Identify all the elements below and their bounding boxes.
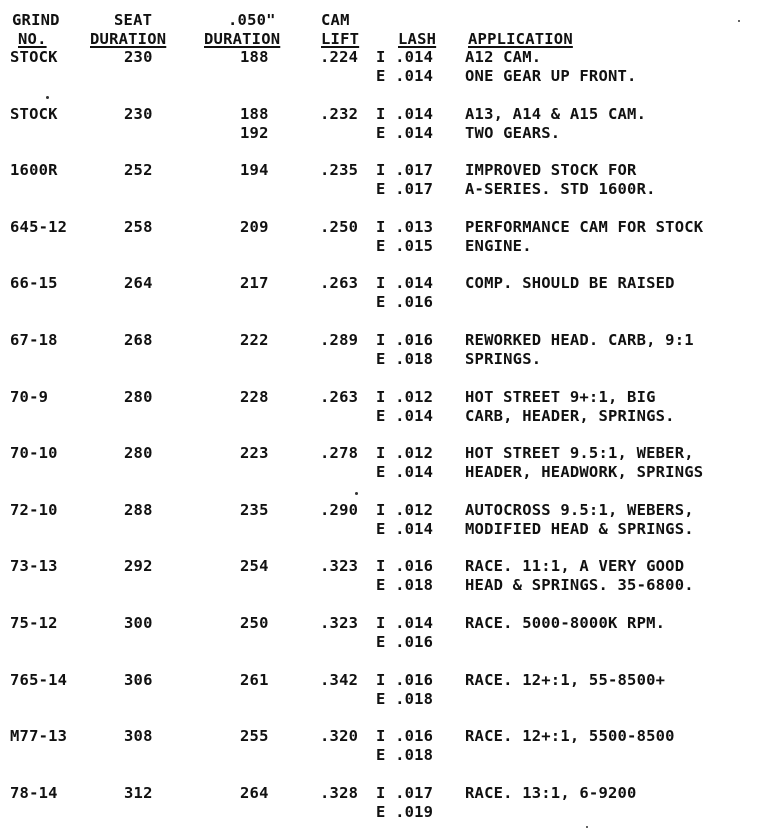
application-text: RACE. 12+:1, 55-8500+	[465, 671, 666, 689]
lash-exhaust: E .017	[376, 180, 434, 198]
application-text: MODIFIED HEAD & SPRINGS.	[465, 520, 694, 538]
header-seat-line2: DURATION	[90, 30, 167, 48]
scan-speck	[46, 96, 49, 99]
application-text: IMPROVED STOCK FOR	[465, 161, 637, 179]
grind-number: 73-13	[10, 557, 58, 575]
cam-lift: .263	[320, 388, 359, 406]
duration-050: 223	[240, 444, 269, 462]
lash-intake: I .016	[376, 331, 434, 349]
seat-duration: 306	[124, 671, 153, 689]
header-lash: LASH	[398, 30, 437, 48]
lash-exhaust: E .014	[376, 463, 434, 481]
application-text: CARB, HEADER, SPRINGS.	[465, 407, 675, 425]
header-lift-line1: CAM	[321, 11, 350, 29]
header-grind-line2: NO.	[18, 30, 47, 48]
cam-lift: .263	[320, 274, 359, 292]
grind-number: 70-9	[10, 388, 49, 406]
lash-exhaust: E .014	[376, 407, 434, 425]
seat-duration: 308	[124, 727, 153, 745]
application-text: HOT STREET 9+:1, BIG	[465, 388, 656, 406]
scan-speck	[738, 20, 740, 22]
grind-number: M77-13	[10, 727, 68, 745]
application-text: RACE. 5000-8000K RPM.	[465, 614, 666, 632]
application-text: ONE GEAR UP FRONT.	[465, 67, 637, 85]
lash-exhaust: E .014	[376, 520, 434, 538]
cam-lift: .235	[320, 161, 359, 179]
duration-050: 228	[240, 388, 269, 406]
application-text: PERFORMANCE CAM FOR STOCK	[465, 218, 704, 236]
application-text: HEAD & SPRINGS. 35-6800.	[465, 576, 694, 594]
lash-exhaust: E .015	[376, 237, 434, 255]
lash-intake: I .016	[376, 671, 434, 689]
lash-exhaust: E .018	[376, 350, 434, 368]
cam-lift: .289	[320, 331, 359, 349]
lash-exhaust: E .014	[376, 67, 434, 85]
grind-number: 72-10	[10, 501, 58, 519]
cam-lift: .328	[320, 784, 359, 802]
seat-duration: 300	[124, 614, 153, 632]
duration-050: 188	[240, 105, 269, 123]
application-text: RACE. 12+:1, 5500-8500	[465, 727, 675, 745]
cam-lift: .320	[320, 727, 359, 745]
cam-lift: .278	[320, 444, 359, 462]
duration-050: 255	[240, 727, 269, 745]
grind-number: STOCK	[10, 48, 58, 66]
seat-duration: 288	[124, 501, 153, 519]
lash-intake: I .012	[376, 388, 434, 406]
scan-speck	[355, 492, 358, 495]
cam-lift: .250	[320, 218, 359, 236]
grind-number: STOCK	[10, 105, 58, 123]
duration-050: 209	[240, 218, 269, 236]
lash-intake: I .014	[376, 614, 434, 632]
header-grind-line1: GRIND	[12, 11, 60, 29]
duration-050: 264	[240, 784, 269, 802]
duration-050: 235	[240, 501, 269, 519]
duration-050: 192	[240, 124, 269, 142]
lash-exhaust: E .018	[376, 746, 434, 764]
application-text: RACE. 11:1, A VERY GOOD	[465, 557, 685, 575]
lash-exhaust: E .018	[376, 690, 434, 708]
lash-intake: I .017	[376, 161, 434, 179]
cam-lift: .232	[320, 105, 359, 123]
seat-duration: 264	[124, 274, 153, 292]
lash-exhaust: E .018	[376, 576, 434, 594]
duration-050: 188	[240, 48, 269, 66]
header-seat-line1: SEAT	[114, 11, 153, 29]
header-application: APPLICATION	[468, 30, 573, 48]
lash-intake: I .017	[376, 784, 434, 802]
seat-duration: 292	[124, 557, 153, 575]
application-text: SPRINGS.	[465, 350, 542, 368]
grind-number: 1600R	[10, 161, 58, 179]
duration-050: 254	[240, 557, 269, 575]
grind-number: 66-15	[10, 274, 58, 292]
seat-duration: 230	[124, 48, 153, 66]
seat-duration: 230	[124, 105, 153, 123]
duration-050: 261	[240, 671, 269, 689]
cam-lift: .323	[320, 557, 359, 575]
seat-duration: 312	[124, 784, 153, 802]
lash-intake: I .016	[376, 557, 434, 575]
lash-intake: I .012	[376, 444, 434, 462]
application-text: RACE. 13:1, 6-9200	[465, 784, 637, 802]
application-text: AUTOCROSS 9.5:1, WEBERS,	[465, 501, 694, 519]
header-dur050-line2: DURATION	[204, 30, 281, 48]
application-text: REWORKED HEAD. CARB, 9:1	[465, 331, 694, 349]
duration-050: 217	[240, 274, 269, 292]
application-text: TWO GEARS.	[465, 124, 561, 142]
grind-number: 67-18	[10, 331, 58, 349]
grind-number: 78-14	[10, 784, 58, 802]
application-text: A12 CAM.	[465, 48, 542, 66]
lash-intake: I .014	[376, 105, 434, 123]
seat-duration: 280	[124, 388, 153, 406]
grind-number: 765-14	[10, 671, 68, 689]
lash-exhaust: E .016	[376, 293, 434, 311]
seat-duration: 280	[124, 444, 153, 462]
application-text: A13, A14 & A15 CAM.	[465, 105, 647, 123]
seat-duration: 258	[124, 218, 153, 236]
cam-lift: .323	[320, 614, 359, 632]
cam-lift: .290	[320, 501, 359, 519]
cam-lift: .342	[320, 671, 359, 689]
seat-duration: 268	[124, 331, 153, 349]
lash-intake: I .014	[376, 48, 434, 66]
header-lift-line2: LIFT	[321, 30, 360, 48]
scan-speck	[586, 826, 588, 828]
seat-duration: 252	[124, 161, 153, 179]
application-text: COMP. SHOULD BE RAISED	[465, 274, 675, 292]
lash-exhaust: E .014	[376, 124, 434, 142]
lash-intake: I .016	[376, 727, 434, 745]
grind-number: 70-10	[10, 444, 58, 462]
application-text: HOT STREET 9.5:1, WEBER,	[465, 444, 694, 462]
grind-number: 75-12	[10, 614, 58, 632]
application-text: HEADER, HEADWORK, SPRINGS	[465, 463, 704, 481]
lash-intake: I .013	[376, 218, 434, 236]
duration-050: 250	[240, 614, 269, 632]
lash-intake: I .012	[376, 501, 434, 519]
lash-exhaust: E .016	[376, 633, 434, 651]
lash-intake: I .014	[376, 274, 434, 292]
application-text: ENGINE.	[465, 237, 532, 255]
lash-exhaust: E .019	[376, 803, 434, 821]
cam-lift: .224	[320, 48, 359, 66]
duration-050: 222	[240, 331, 269, 349]
grind-number: 645-12	[10, 218, 68, 236]
application-text: A-SERIES. STD 1600R.	[465, 180, 656, 198]
duration-050: 194	[240, 161, 269, 179]
header-dur050-line1: .050"	[228, 11, 276, 29]
